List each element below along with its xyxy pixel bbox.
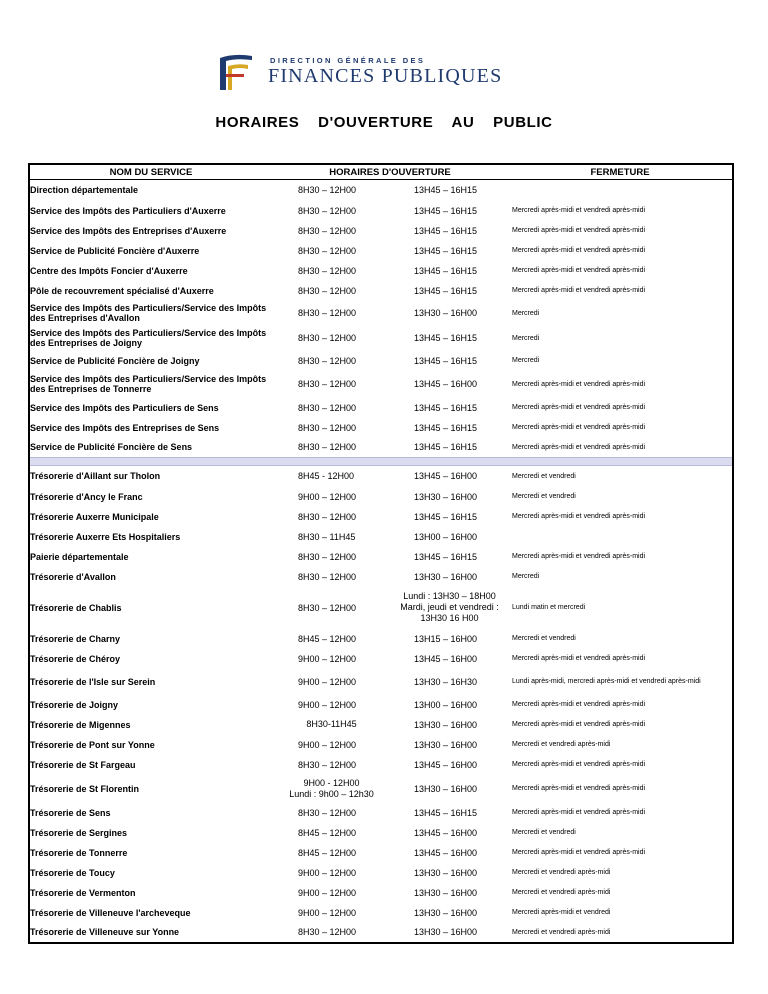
morning-hours: 8H30 – 12H00 (298, 333, 357, 343)
closing-info: Mercredi après-midi et vendredi après-midi (512, 207, 646, 214)
service-name: Trésorerie de Chablis (30, 602, 122, 613)
table-row (29, 487, 733, 507)
morning-hours: 8H45 - 12H00 (298, 471, 355, 482)
afternoon-hours: 13H45 – 16H15 (414, 511, 478, 522)
closing-info: Mercredi après-midi et vendredi après-midi (512, 809, 646, 816)
closing-info: Mercredi et vendredi (512, 635, 576, 642)
afternoon-hours: 13H45 – 16H15 (414, 225, 478, 236)
afternoon-hours: 13H45 – 16H15 (414, 245, 478, 256)
dgfip-logo-icon (210, 52, 258, 92)
table-row (29, 803, 733, 823)
morning-hours: 9H00 – 12H00 (298, 739, 357, 750)
service-name: Trésorerie d'Aillant sur Tholon (30, 471, 161, 482)
closing-info: Mercredi après-midi et vendredi après-midi (512, 227, 646, 234)
morning-hours: 9H00 – 12H00 (298, 653, 357, 664)
afternoon-hours: 13H30 – 16H00 (414, 907, 478, 918)
afternoon-hours: 13H45 – 16H00 (414, 827, 478, 838)
closing-info: Mercredi après-midi et vendredi après-midi (512, 404, 646, 411)
separator-row (29, 458, 733, 466)
afternoon-hours: 13H30 – 16H00 (414, 783, 478, 794)
morning-hours: 9H00 - 12H00 Lundi : 9h00 – 12h30 (289, 777, 374, 799)
afternoon-hours: 13H00 – 16H00 (414, 531, 478, 542)
afternoon-hours: 13H30 – 16H00 (414, 867, 478, 878)
closing-info (508, 527, 733, 547)
page-title: HORAIRES D'OUVERTURE AU PUBLIC (215, 114, 553, 131)
closing-info: Mercredi après-midi et vendredi après-midi (512, 785, 646, 792)
service-name: Service des Impôts des Entreprises d'Auxerre (30, 225, 227, 236)
table-row (29, 261, 733, 281)
morning-hours: 8H30 – 12H00 (298, 442, 357, 453)
afternoon-hours: 13H00 – 16H00 (414, 699, 478, 710)
closing-info: Mercredi après-midi et vendredi après-midi (512, 247, 646, 254)
morning-hours: 8H30 – 11H45 (298, 531, 356, 542)
closing-info (508, 180, 733, 201)
closing-info: Mercredi après-midi et vendredi après-midi (512, 513, 646, 520)
logo-line-2: FINANCES PUBLIQUES (268, 65, 503, 87)
table-row (29, 755, 733, 775)
service-name: Trésorerie de Vermenton (30, 887, 136, 898)
afternoon-hours: 13H30 – 16H00 (414, 571, 478, 582)
closing-info: Lundi après-midi, mercredi après-midi et vendredi après-midi (512, 678, 701, 685)
morning-hours: 8H30 – 12H00 (298, 205, 357, 216)
table-body-tresoreries (29, 466, 733, 943)
table-row (29, 418, 733, 438)
afternoon-hours: 13H45 – 16H15 (414, 355, 478, 366)
service-name: Trésorerie de Villeneuve sur Yonne (30, 927, 180, 937)
table-row (29, 823, 733, 843)
morning-hours: 8H30 – 12H00 (298, 402, 357, 413)
morning-hours: 8H30 – 12H00 (298, 285, 357, 296)
closing-info: Mercredi après-midi et vendredi après-midi (512, 721, 646, 728)
service-name: Service de Publicité Foncière d'Auxerre (30, 245, 200, 256)
table-row (29, 567, 733, 587)
morning-hours: 8H45 – 12H00 (298, 847, 357, 858)
closing-info: Mercredi après-midi et vendredi après-midi (512, 655, 646, 662)
service-name: Service des Impôts des Particuliers d'Auxerre (30, 205, 226, 216)
service-name: Trésorerie de Villeneuve l'archeveque (30, 907, 191, 918)
closing-info: Mercredi et vendredi après-midi (512, 889, 611, 896)
table-header (29, 164, 733, 180)
service-name: Service des Impôts des Particuliers de Sens (30, 402, 219, 413)
service-name: Trésorerie de Sergines (30, 827, 128, 838)
service-name: Trésorerie d'Avallon (30, 571, 116, 582)
morning-hours: 8H30 – 12H00 (298, 927, 357, 937)
morning-hours: 8H30 – 12H00 (298, 308, 357, 318)
morning-hours: 8H30 – 12H00 (298, 602, 357, 613)
service-name: Trésorerie de Tonnerre (30, 847, 128, 858)
afternoon-hours: 13H45 – 16H00 (414, 471, 478, 482)
table-row (29, 241, 733, 261)
closing-info: Mercredi (512, 334, 540, 342)
morning-hours: 9H00 – 12H00 (298, 491, 357, 502)
closing-info: Mercredi (512, 573, 540, 580)
service-name: Service de Publicité Foncière de Sens (30, 442, 193, 453)
afternoon-hours: 13H45 – 16H15 (414, 265, 478, 276)
morning-hours: 8H30 – 12H00 (298, 807, 357, 818)
service-name: Trésorerie Auxerre Municipale (30, 511, 159, 522)
closing-info: Mercredi après-midi et vendredi après-midi (512, 553, 646, 560)
closing-info: Mercredi après-midi et vendredi après-midi (512, 761, 646, 768)
closing-info: Mercredi (512, 357, 540, 364)
morning-hours: 8H30 – 12H00 (298, 759, 357, 770)
table-row (29, 301, 733, 326)
service-name: Trésorerie de St Fargeau (30, 759, 136, 770)
morning-hours: 9H00 – 12H00 (298, 907, 357, 918)
morning-hours: 9H00 – 12H00 (298, 867, 357, 878)
service-name: Service des Impôts des Particuliers/Service des Impôts des Entreprises de Joigny (30, 328, 267, 348)
afternoon-hours: 13H45 – 16H00 (414, 847, 478, 858)
header-closing: FERMETURE (508, 164, 733, 180)
closing-info: Mercredi et vendredi après-midi (512, 928, 611, 936)
service-name: Trésorerie de Charny (30, 633, 121, 644)
table-row (29, 466, 733, 487)
morning-hours: 8H45 – 12H00 (298, 633, 357, 644)
afternoon-hours: 13H15 – 16H00 (414, 633, 478, 644)
afternoon-hours: 13H45 – 16H00 (414, 759, 478, 770)
service-name: Service des Impôts des Entreprises de Sens (30, 422, 220, 433)
table-row (29, 695, 733, 715)
morning-hours: 8H30 – 12H00 (298, 185, 357, 196)
afternoon-hours: 13H45 – 16H15 (414, 551, 478, 562)
service-name: Trésorerie de Chéroy (30, 653, 121, 664)
table-row (29, 527, 733, 547)
hours-table (28, 163, 734, 944)
afternoon-hours: 13H30 – 16H00 (414, 927, 478, 937)
table-row (29, 735, 733, 755)
table-row (29, 281, 733, 301)
morning-hours: 9H00 – 12H00 (298, 676, 357, 687)
service-name: Trésorerie de Toucy (30, 867, 115, 878)
table-row (29, 863, 733, 883)
header-service: NOM DU SERVICE (29, 164, 272, 180)
closing-info: Mercredi et vendredi (512, 493, 576, 500)
closing-info: Mercredi et vendredi après-midi (512, 741, 611, 748)
closing-info: Lundi matin et mercredi (512, 604, 586, 611)
service-name: Service des Impôts des Particuliers/Service des Impôts des Entreprises d'Avallon (30, 303, 267, 323)
table-row (29, 371, 733, 398)
morning-hours: 8H30 – 12H00 (298, 551, 357, 562)
closing-info: Mercredi après-midi et vendredi après-midi (512, 424, 646, 431)
service-name: Trésorerie de Migennes (30, 719, 131, 730)
closing-info: Mercredi après-midi et vendredi après-midi (512, 380, 646, 388)
afternoon-hours: 13H45 – 16H15 (414, 285, 478, 296)
table-row (29, 715, 733, 735)
afternoon-hours: 13H45 – 16H15 (414, 205, 478, 216)
afternoon-hours: 13H30 – 16H30 (414, 676, 478, 687)
closing-info: Mercredi après-midi et vendredi après-midi (512, 443, 646, 451)
afternoon-hours: 13H30 – 16H00 (414, 491, 478, 502)
afternoon-hours: 13H45 – 16H15 (414, 333, 478, 343)
closing-info: Mercredi et vendredi (512, 472, 576, 480)
table-row (29, 547, 733, 567)
closing-info: Mercredi après-midi et vendredi après-midi (512, 849, 646, 856)
service-name: Service de Publicité Foncière de Joigny (30, 355, 200, 366)
afternoon-hours: 13H45 – 16H15 (414, 185, 478, 196)
service-name: Direction départementale (30, 185, 139, 196)
service-name: Paierie départementale (30, 551, 129, 562)
table-row (29, 438, 733, 458)
afternoon-hours: 13H30 – 16H00 (414, 719, 478, 730)
table-row (29, 629, 733, 649)
morning-hours: 8H30 – 12H00 (298, 422, 357, 433)
afternoon-hours: 13H30 – 16H00 (414, 739, 478, 750)
morning-hours: 8H30 – 12H00 (298, 245, 357, 256)
header-hours: HORAIRES D'OUVERTURE (272, 164, 508, 180)
closing-info: Mercredi (512, 309, 540, 317)
afternoon-hours: Lundi : 13H30 – 18H00 Mardi, jeudi et vendredi : 13H30 16 H00 (400, 591, 499, 623)
afternoon-hours: 13H45 – 16H00 (414, 653, 478, 664)
table-row (29, 507, 733, 527)
dgfip-logo (210, 52, 530, 92)
morning-hours: 8H45 – 12H00 (298, 827, 357, 838)
morning-hours: 8H30 – 12H00 (298, 265, 357, 276)
table-row (29, 883, 733, 903)
afternoon-hours: 13H30 – 16H00 (414, 887, 478, 898)
closing-info: Mercredi après-midi et vendredi après-midi (512, 287, 646, 294)
table-row (29, 587, 733, 629)
morning-hours: 8H30 – 12H00 (298, 225, 357, 236)
service-name: Trésorerie Auxerre Ets Hospitaliers (30, 531, 181, 542)
table-row (29, 221, 733, 241)
service-name: Pôle de recouvrement spécialisé d'Auxerre (30, 285, 214, 296)
closing-info: Mercredi après-midi et vendredi (512, 909, 611, 916)
morning-hours: 8H30 – 12H00 (298, 511, 357, 522)
afternoon-hours: 13H45 – 16H00 (414, 379, 478, 389)
morning-hours: 8H30 – 12H00 (298, 379, 357, 389)
table-row (29, 326, 733, 351)
service-name: Centre des Impôts Foncier d'Auxerre (30, 265, 188, 276)
table-separator (29, 458, 733, 466)
service-name: Trésorerie d'Ancy le Franc (30, 491, 143, 502)
table-row (29, 775, 733, 803)
afternoon-hours: 13H45 – 16H15 (414, 807, 478, 818)
morning-hours: 8H30 – 12H00 (298, 571, 357, 582)
table-body-services (29, 180, 733, 458)
table-row (29, 843, 733, 863)
table-row (29, 398, 733, 418)
service-name: Trésorerie de St Florentin (30, 783, 140, 794)
table-row (29, 649, 733, 669)
service-name: Trésorerie de Pont sur Yonne (30, 739, 155, 750)
closing-info: Mercredi et vendredi après-midi (512, 869, 611, 876)
closing-info: Mercredi après-midi et vendredi après-midi (512, 701, 646, 708)
morning-hours: 8H30-11H45 (306, 719, 357, 729)
afternoon-hours: 13H30 – 16H00 (414, 308, 478, 318)
morning-hours: 8H30 – 12H00 (298, 355, 357, 366)
morning-hours: 9H00 – 12H00 (298, 887, 357, 898)
afternoon-hours: 13H45 – 16H15 (414, 442, 478, 453)
closing-info: Mercredi et vendredi (512, 829, 576, 836)
service-name: Service des Impôts des Particuliers/Service des Impôts des Entreprises de Tonnerre (30, 374, 267, 394)
afternoon-hours: 13H45 – 16H15 (414, 402, 478, 413)
table-row (29, 180, 733, 201)
table-row (29, 201, 733, 221)
table-row (29, 669, 733, 695)
closing-info: Mercredi après-midi et vendredi après-midi (512, 267, 646, 274)
afternoon-hours: 13H45 – 16H15 (414, 422, 478, 433)
service-name: Trésorerie de Sens (30, 807, 111, 818)
table-row (29, 351, 733, 371)
logo-line-1: DIRECTION GÉNÉRALE DES (270, 56, 426, 65)
service-name: Trésorerie de Joigny (30, 699, 119, 710)
table-row (29, 923, 733, 943)
morning-hours: 9H00 – 12H00 (298, 699, 357, 710)
table-row (29, 903, 733, 923)
service-name: Trésorerie de l'Isle sur Serein (30, 676, 156, 687)
